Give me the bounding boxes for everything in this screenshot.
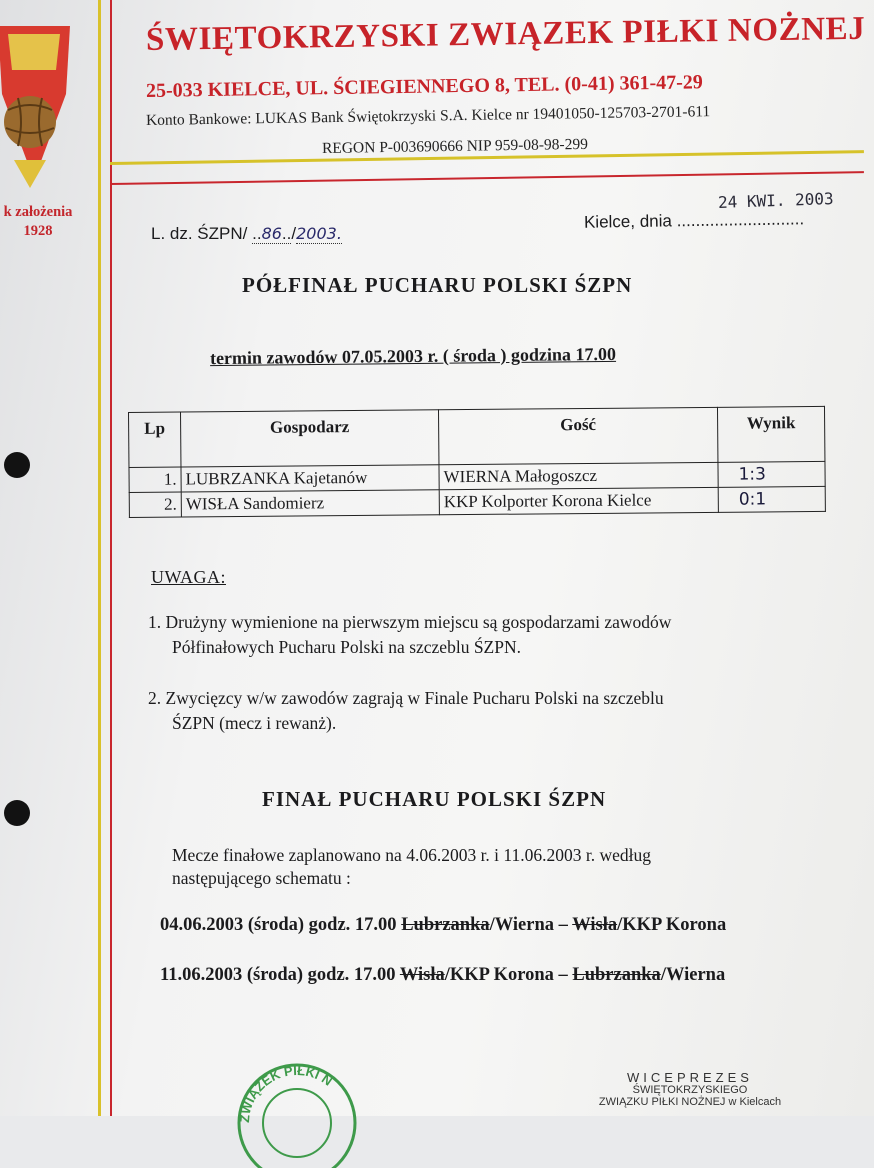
place-date-line: Kielce, dnia ........................... [583, 209, 805, 232]
note-1-line-2: Półfinałowych Pucharu Polski na szczeblu ŚZPN. [172, 637, 521, 657]
final-intro-line-1: Mecze finałowe zaplanowano na 4.06.2003 r. i 11.06.2003 r. według [172, 845, 652, 865]
semifinal-title: PÓŁFINAŁ PUCHARU POLSKI ŚZPN [242, 273, 633, 297]
column-header-lp: Lp [129, 412, 181, 467]
final-intro-line-2: następującego schematu : [172, 868, 351, 888]
organization-address: 25-033 KIELCE, UL. ŚCIEGIENNEGO 8, TEL. (0-41) 361-47-29 [145, 71, 704, 102]
reference-label: L. dz. ŚZPN/ [151, 224, 248, 243]
away-team: WIERNA Małogoszcz [439, 462, 718, 489]
punch-hole [4, 452, 30, 478]
column-header-result: Wynik [717, 406, 824, 462]
final-title: FINAŁ PUCHARU POLSKI ŚZPN [262, 787, 607, 811]
final-match-team: /Wierna [660, 965, 726, 985]
signature-line-2: ŚWIĘTOKRZYSKIEGO [632, 1084, 748, 1096]
svg-text:ZWIĄZEK PIŁKI N: ZWIĄZEK PIŁKI N [236, 1062, 336, 1124]
note-2 [148, 686, 664, 736]
reference-handwritten-number: 86 [261, 224, 282, 243]
final-match-date: 04.06.2003 (środa) godz. 17.00 [160, 915, 402, 935]
organization-name: ŚWIĘTOKRZYSKI ZWIĄZEK PIŁKI NOŻNEJ [145, 10, 866, 58]
match-result: 0:1 [718, 486, 825, 512]
table-header-row [129, 406, 825, 467]
match-result: 1:3 [718, 461, 825, 487]
column-header-home: Gospodarz [181, 410, 439, 467]
final-intro [172, 844, 651, 890]
reference-separator: / [291, 224, 297, 243]
final-match-date: 11.06.2003 (środa) godz. 17.00 [160, 965, 400, 985]
home-team: LUBRZANKA Kajetanów [181, 465, 439, 492]
founded-note [0, 203, 80, 241]
note-1 [148, 610, 671, 660]
note-2-line-1: 2. Zwycięzcy w/w zawodów zagrają w Finale Pucharu Polski na szczeblu [148, 688, 664, 708]
crossed-out-team: Lubrzanka [572, 965, 661, 985]
signature-title: WICEPREZES [627, 1070, 753, 1085]
crossed-out-team: Wisła [399, 965, 445, 985]
note-2-line-2: ŚZPN (mecz i rewanż). [172, 713, 337, 733]
match-number: 1. [129, 467, 181, 492]
home-team: WISŁA Sandomierz [181, 490, 439, 517]
crossed-out-team: Lubrzanka [401, 915, 490, 935]
column-header-away: Gość [438, 407, 717, 464]
final-match-teams: /KKP Korona – [444, 965, 573, 985]
notes-heading: UWAGA: [151, 567, 226, 587]
crossed-out-team: Wisła [572, 915, 618, 935]
semifinal-schedule: termin zawodów 07.05.2003 r. ( środa ) godzina 17.00 [209, 343, 617, 369]
final-match-2 [160, 965, 725, 986]
semifinal-results-table [128, 406, 826, 518]
header-rule-red [110, 171, 864, 185]
signature-line-3: ZWIĄZKU PIŁKI NOŻNEJ w Kielcach [598, 1096, 782, 1108]
final-match-teams: /Wierna – [489, 915, 573, 935]
final-match-1 [160, 915, 726, 936]
reference-number: L. dz. ŚZPN/ ..86../2003. [151, 224, 342, 243]
reference-handwritten-year: 2003. [296, 224, 342, 243]
official-round-stamp [232, 1058, 362, 1168]
margin-stripe-red [110, 0, 112, 1116]
date-stamp: 24 KWI. 2003 [717, 188, 834, 213]
bank-account-line: Konto Bankowe: LUKAS Bank Świętokrzyski S.A. Kielce nr 19401050-125703-2701-611 [145, 103, 711, 129]
punch-hole [4, 800, 30, 826]
away-team: KKP Kolporter Korona Kielce [439, 487, 718, 514]
margin-stripe-yellow [98, 0, 101, 1116]
regon-nip-line: REGON P-003690666 NIP 959-08-98-299 [321, 135, 589, 157]
signature-block [590, 1072, 790, 1108]
founded-year: 1928 [23, 223, 53, 239]
association-crest-logo [0, 10, 74, 190]
match-number: 2. [129, 492, 181, 517]
final-match-team: /KKP Korona [617, 915, 727, 935]
table-row [129, 486, 825, 517]
place-label: Kielce, dnia [583, 211, 673, 232]
founded-label: k założenia [3, 204, 73, 220]
note-1-line-1: 1. Drużyny wymienione na pierwszym miejscu są gospodarzami zawodów [148, 612, 672, 632]
